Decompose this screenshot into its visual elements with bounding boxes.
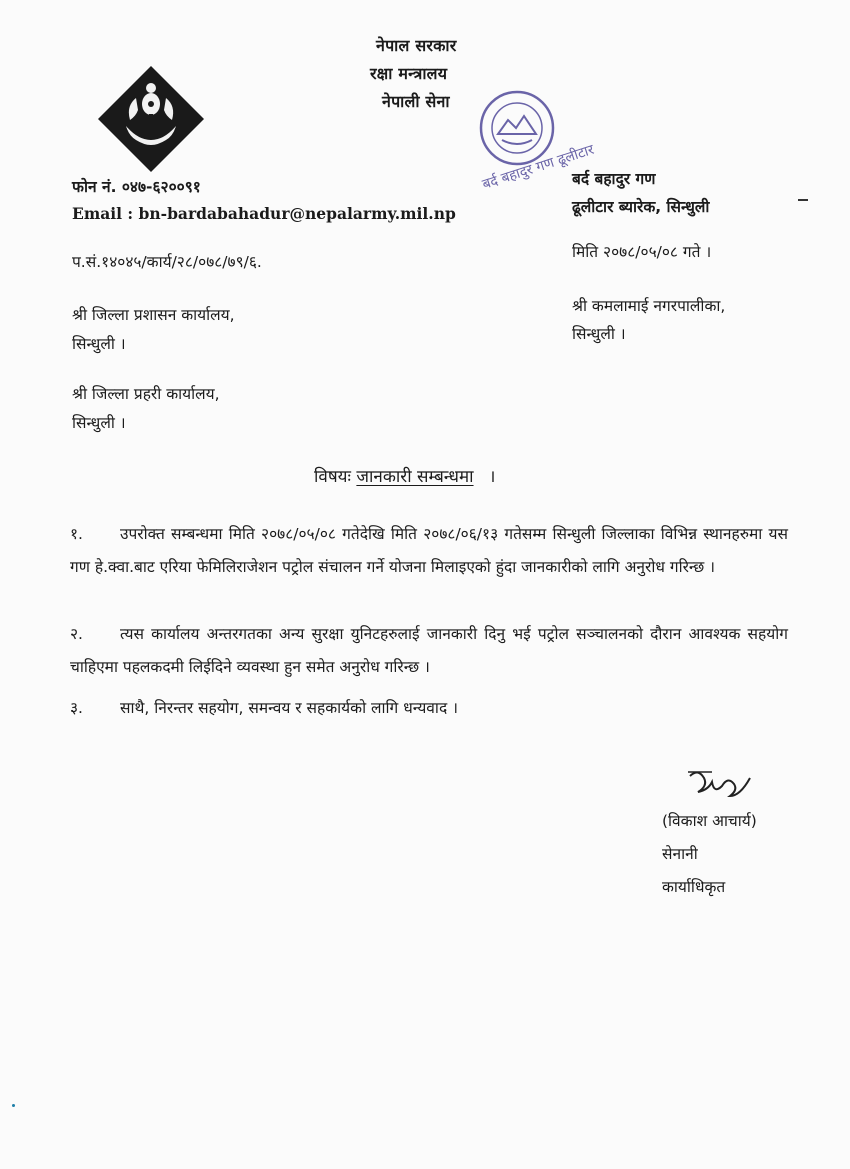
handwritten-signature [684,766,764,806]
paragraph-text: त्यस कार्यालय अन्तरगतका अन्य सुरक्षा युनिटहरुलाई जानकारी दिनु भई पट्रोल सञ्चालनको दौरान आवश्यक सहयोग चाहिएमा पहलकदमी लिईदिने व्यवस्था हुन समेत अनुरोध गरिन्छ । [70,625,788,676]
recipient-2-line2: सिन्धुली । [72,414,126,432]
stamp-label: बर्द बहादुर गण ढूलीटार [480,141,597,193]
paragraph-1 [70,518,788,584]
signatory-name: (विकाश आचार्य) [662,812,757,830]
cc-recipient-line1: श्री कमलामाई नगरपालीका, [572,297,726,315]
paragraph-text: उपरोक्त सम्बन्धमा मिति २०७८/०५/०८ गतेदेखि मिति २०७८/०६/१३ गतेसम्म सिन्धुली जिल्लाका विभिन्न स्थानहरुमा यस गण हे.क्वा.बाट एरिया फेमिलिराजेशन पट्रोल संचालन गर्ने योजना मिलाइएको हुंदा जानकारीको लागि अनुरोध गरिन्छ । [70,525,788,576]
phone-number: फोन नं. ०४७-६२००९१ [72,178,201,196]
paragraph-3 [70,692,788,725]
subject-end: । [488,467,496,487]
signatory-rank: सेनानी [662,845,698,863]
paragraph-number: १. [70,525,83,543]
recipient-2-line1: श्री जिल्ला प्रहरी कार्यालय, [72,385,220,403]
margin-dash [798,199,808,201]
subject-line [314,464,495,487]
recipient-1-line2: सिन्धुली । [72,335,126,353]
cc-recipient-line2: सिन्धुली । [572,325,626,343]
subject-text: जानकारी सम्बन्धमा [356,467,474,487]
email-address: Email : bn-bardabahadur@nepalarmy.mil.np [72,204,456,223]
reference-number: प.सं.१४०४५/कार्य/२८/०७८/७९/६. [72,253,262,271]
recipient-1-line1: श्री जिल्ला प्रशासन कार्यालय, [72,306,235,324]
paragraph-text: साथै, निरन्तर सहयोग, समन्वय र सहकार्यको लागि धन्यवाद । [120,699,458,717]
subject-label: विषयः [314,467,351,487]
unit-name: बर्द बहादुर गण [572,170,656,188]
header-government: नेपाल सरकार [376,36,457,55]
paragraph-number: २. [70,625,83,643]
letter-date: मिति २०७८/०५/०८ गते । [572,243,712,261]
paragraph-2 [70,618,788,684]
header-army: नेपाली सेना [382,92,450,111]
unit-location: ढूलीटार ब्यारेक, सिन्धुली [572,198,710,216]
signatory-title: कार्याधिकृत [662,878,726,896]
paragraph-number: ३. [70,699,83,717]
header-ministry: रक्षा मन्त्रालय [370,64,448,83]
nepal-army-emblem-icon [96,64,206,174]
official-stamp-seal [462,88,597,198]
scan-speck [12,1104,15,1107]
